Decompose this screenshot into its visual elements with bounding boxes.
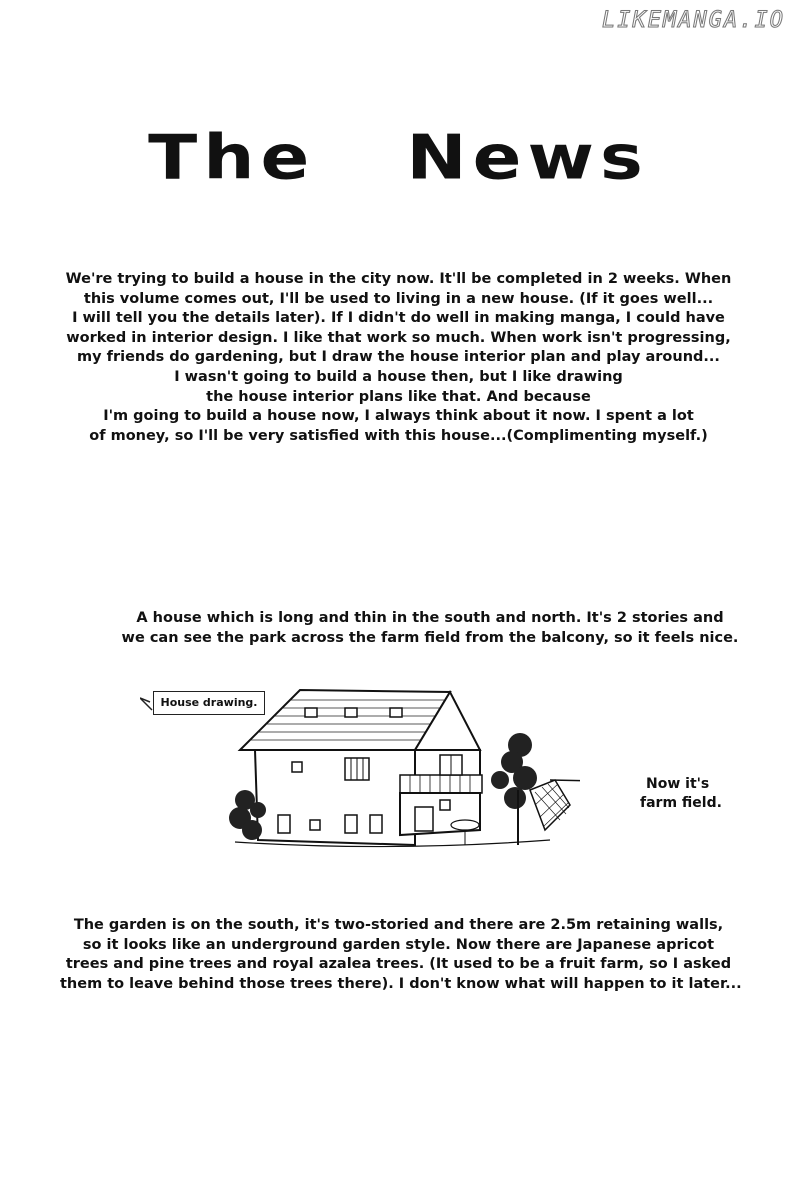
watermark: LIKEMANGA.IO (602, 8, 785, 33)
intro-line: I wasn't going to build a house then, but I like drawing (174, 368, 623, 385)
farm-note-line: farm field. (640, 795, 722, 811)
house-caption-line: we can see the park across the farm field from the balcony, so it feels nice. (121, 630, 739, 646)
intro-line: the house interior plans like that. And because (206, 388, 591, 405)
garden-line: so it looks like an underground garden style. Now there are Japanese apricot (82, 936, 715, 953)
farm-note (640, 775, 730, 813)
drawing-label: House drawing. (153, 691, 265, 715)
house-caption (120, 608, 740, 648)
intro-paragraph (60, 270, 737, 446)
page-title: The News (148, 121, 649, 193)
farm-note-line: Now it's (646, 776, 710, 792)
intro-line: this volume comes out, I'll be used to living in a new house. (If it goes well... (83, 290, 714, 307)
intro-line: of money, so I'll be very satisfied with this house...(Complimenting myself.) (89, 427, 708, 444)
house-caption-line: A house which is long and thin in the south and north. It's 2 stories and (136, 610, 724, 626)
intro-line: I'm going to build a house now, I always think about it now. I spent a lot (103, 408, 694, 425)
intro-line: We're trying to build a house in the city now. It'll be completed in 2 weeks. When (65, 271, 732, 287)
intro-line: I will tell you the details later). If I didn't do well in making manga, I could have (72, 310, 725, 327)
garden-line: them to leave behind those trees there). I don't know what will happen to it later... (60, 975, 742, 992)
garden-line: trees and pine trees and royal azalea trees. (It used to be a fruit farm, so I asked (65, 956, 732, 972)
garden-line: The garden is on the south, it's two-storied and there are 2.5m retaining walls, (73, 917, 724, 933)
intro-line: my friends do gardening, but I draw the house interior plan and play around... (77, 349, 720, 366)
intro-line: worked in interior design. I like that work so much. When work isn't progressing, (66, 329, 731, 346)
garden-paragraph (60, 916, 742, 994)
